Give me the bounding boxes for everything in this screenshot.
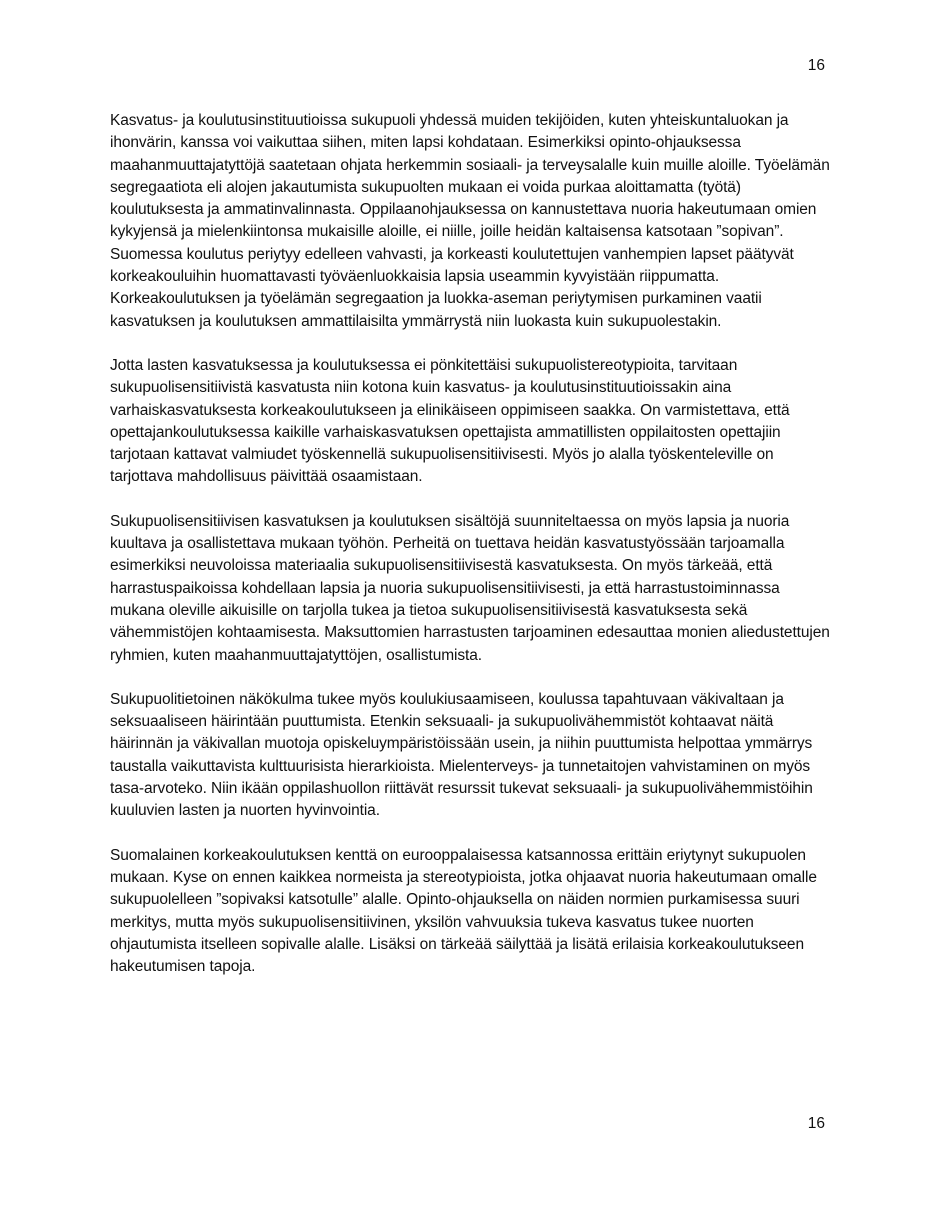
body-text [110, 110, 835, 1000]
page-number-bottom: 16 [807, 1115, 825, 1132]
paragraph-2: Jotta lasten kasvatuksessa ja koulutuksessa ei pönkitettäisi sukupuolistereotypioita, tarvitaan sukupuolisensitiivistä kasvatusta niin kotona kuin kasvatus- ja koulutusinstituutioissakin aina varhaiskasvatuksesta korkeakoulutukseen ja elinikäiseen oppimiseen saakka. On varmistettava, että opettajankoulutuksessa kaikille varhaiskasvatuksen opettajista ammatillisten oppilaitosten opettajiin tarjotaan kattavat valmiudet työskennellä sukupuolisensitiivisesti. Myös jo alalla työskenteleville on tarjottava mahdollisuus päivittää osaamistaan. [110, 356, 790, 486]
paragraph-4: Sukupuolitietoinen näkökulma tukee myös koulukiusaamiseen, koulussa tapahtuvaan väkivaltaan ja seksuaaliseen häirintään puuttumista. Etenkin seksuaali- ja sukupuolivähemmistöt kohtaavat näitä häirinnän ja väkivallan muotoja opiskeluympäristöissään usein, ja niihin puuttumista helpottaa ymmärrys taustalla vaikuttavista kulttuurisista hierarkioista. Mielenterveys- ja tunnetaitojen vahvistaminen on myös tasa-arvoteko. Niin ikään oppilashuollon riittävät resurssit tukevat seksuaali- ja sukupuolivähemmistöihin kuuluvien lasten ja nuorten hyvinvointia. [110, 690, 813, 820]
paragraph-3: Sukupuolisensitiivisen kasvatuksen ja koulutuksen sisältöjä suunniteltaessa on myös lapsia ja nuoria kuultava ja osallistettava mukaan työhön. Perheitä on tuettava heidän kasvatustyössään tarjoamalla esimerkiksi neuvoloissa materiaalia sukupuolisensitiivisestä kasvatuksesta. On myös tärkeää, että harrastuspaikoissa kohdellaan lapsia ja nuoria sukupuolisensitiivisesti, ja että harrastustoiminnassa mukana oleville aikuisille on tarjolla tukea ja tietoa sukupuolisensitiivisestä kasvatuksesta sekä vähemmistöjen kohtaamisesta. Maksuttomien harrastusten tarjoaminen edesauttaa monien aliedustettujen ryhmien, kuten maahanmuuttajatyttöjen, osallistumista. [110, 512, 830, 664]
paragraph-1: Kasvatus- ja koulutusinstituutioissa sukupuoli yhdessä muiden tekijöiden, kuten yhteiskuntaluokan ja ihonvärin, kanssa voi vaikuttaa siihen, miten lapsi kohdataan. Esimerkiksi opinto-ohjauksessa maahanmuuttajatyttöjä saatetaan ohjata herkemmin sosiaali- ja terveysalalle kuin muille aloille. Työelämän segregaatiota eli alojen jakautumista sukupuolten mukaan ei voida purkaa aloittamatta (työtä) koulutuksesta ja ammatinvalinnasta. Oppilaanohjauksessa on kannustettava nuoria hakeutumaan omien kykyjensä ja mielenkiintonsa mukaisille aloille, ei niille, joille heidän kaltaisensa katsotaan ”sopivan”. Suomessa koulutus periytyy edelleen vahvasti, ja korkeasti koulutettujen vanhempien lapset päätyvät korkeakouluihin huomattavasti työväenluokkaisia lapsia useammin kyvyistään riippumatta. Korkeakoulutuksen ja työelämän segregaation ja luokka-aseman periytymisen purkaminen vaatii kasvatuksen ja koulutuksen ammattilaisilta ymmärrystä niin luokasta kuin sukupuolestakin. [110, 112, 830, 330]
paragraph-5: Suomalainen korkeakoulutuksen kenttä on eurooppalaisessa katsannossa erittäin eriytynyt sukupuolen mukaan. Kyse on ennen kaikkea normeista ja stereotypioista, jotka ohjaavat nuoria hakeutumaan omalle sukupuolelleen ”sopivaksi katsotulle” alalle. Opinto-ohjauksella on näiden normien purkamisessa suuri merkitys, mutta myös sukupuolisensitiivinen, yksilön vahvuuksia tukeva kasvatus tukee nuorten ohjautumista itselleen sopivalle alalle. Lisäksi on tärkeää säilyttää ja lisätä erilaisia korkeakoulutukseen hakeutumisen tapoja. [110, 846, 817, 976]
page-number-top: 16 [807, 57, 825, 74]
